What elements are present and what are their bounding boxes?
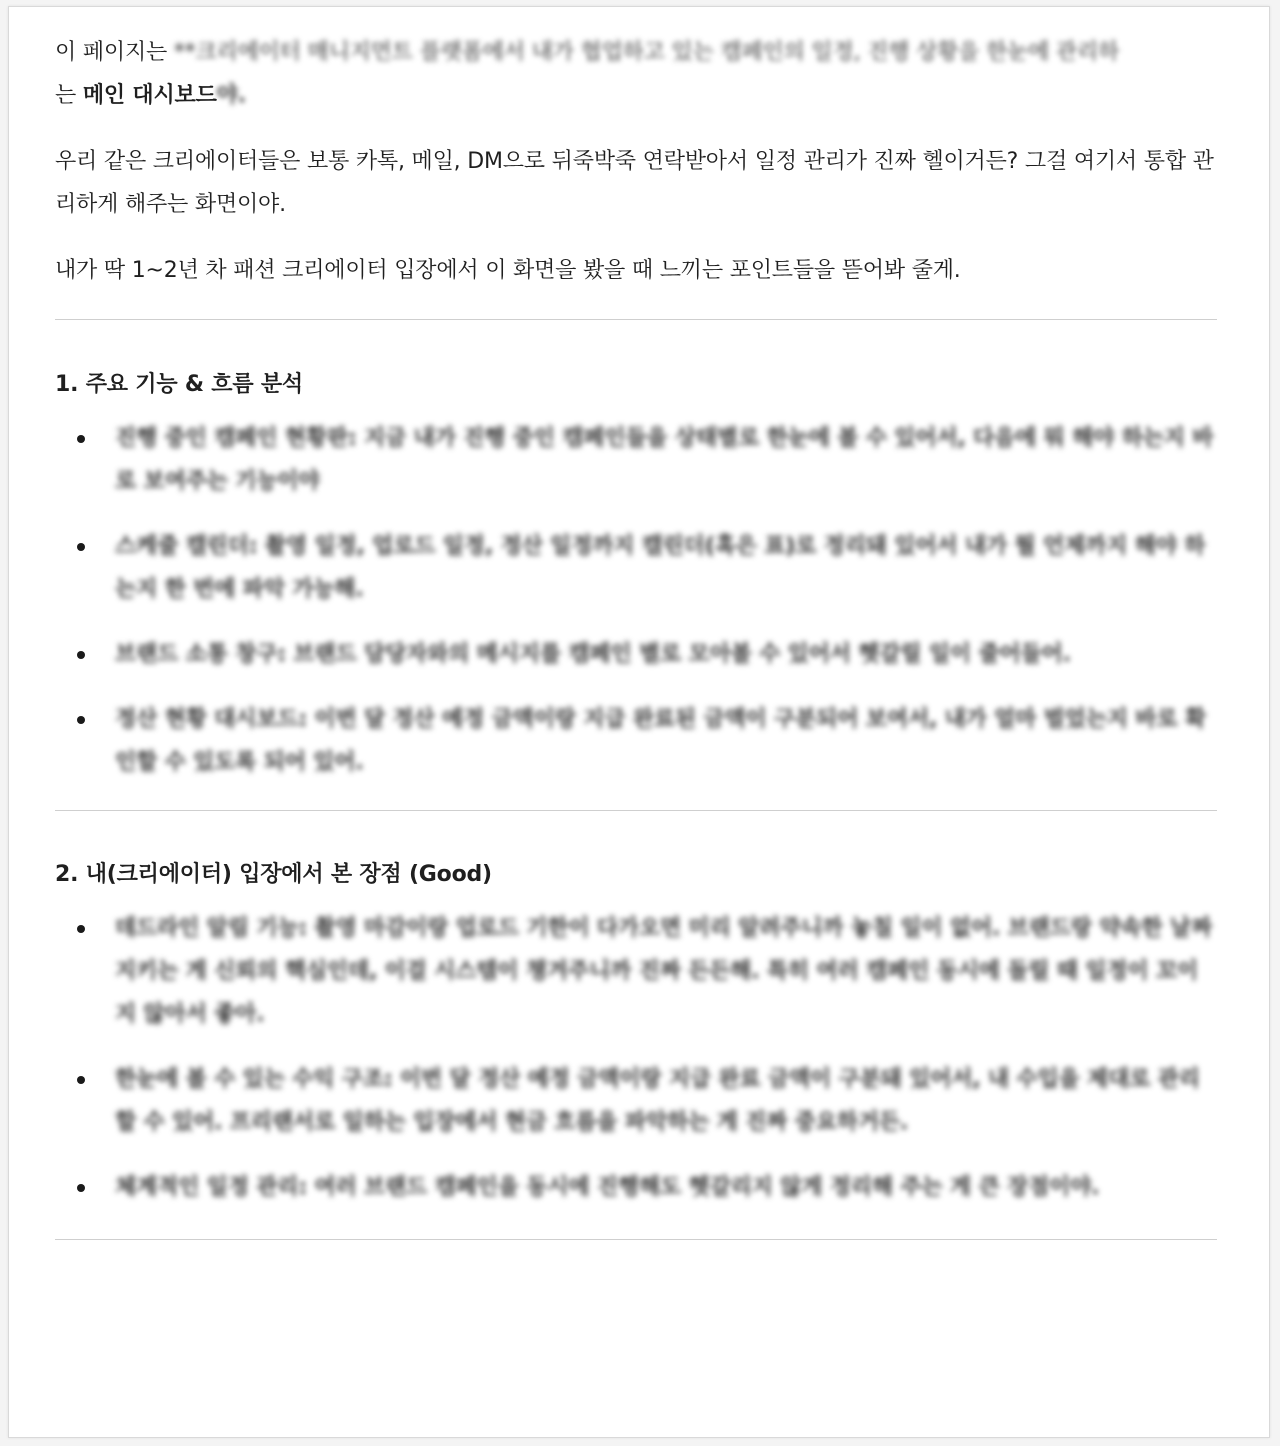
bullet-icon xyxy=(77,1076,85,1084)
list-item-text: 정산 현황 대시보드: 이번 달 정산 예정 금액이랑 지급 완료된 금액이 구분되어 보여서, 내가 얼마 벌었는지 바로 확인할 수 있도록 되어 있어. xyxy=(115,707,1206,775)
section-heading-features: 1. 주요 기능 & 흐름 분석 xyxy=(55,372,303,397)
list-item xyxy=(55,633,1217,676)
bullet-icon xyxy=(77,543,85,551)
intro-obscured-text: **크리에이터 매니지먼트 플랫폼에서 내가 협업하고 있는 캠페인의 일정, 진행 상황을 한눈에 관리 xyxy=(173,40,1099,65)
bullet-icon xyxy=(77,716,85,724)
intro-tail-pre: 하 xyxy=(1098,40,1120,65)
list-item xyxy=(55,525,1217,611)
list-item-text: 데드라인 알림 기능: 촬영 마감이랑 업로드 기한이 다가오면 미리 알려주니까 놓칠 일이 없어. 브랜드랑 약속한 날짜 지키는 게 신뢰의 핵심인데, 이걸 시스템이 챙겨주니까 진짜 든든해. 특히 여러 캠페인 동시에 돌릴 때 일정이 꼬이지 않아서 좋아. xyxy=(115,916,1213,1027)
section-divider xyxy=(55,319,1217,320)
intro-paragraph-1 xyxy=(55,31,1217,117)
intro-tail-mid: 는 xyxy=(55,83,83,108)
section-heading-good: 2. 내(크리에이터) 입장에서 본 장점 (Good) xyxy=(55,862,492,887)
list-item-text: 브랜드 소통 창구: 브랜드 담당자와의 메시지를 캠페인 별로 모아볼 수 있어서 헷갈릴 일이 줄어들어. xyxy=(115,642,1071,667)
list-item-text: 진행 중인 캠페인 현황판: 지금 내가 진행 중인 캠페인들을 상태별로 한눈에 볼 수 있어서, 다음에 뭐 해야 하는지 바로 보여주는 기능이야 xyxy=(115,426,1214,494)
section-divider xyxy=(55,810,1217,811)
features-list xyxy=(55,417,1217,784)
intro-paragraph-3: 내가 딱 1~2년 차 패션 크리에이터 입장에서 이 화면을 봤을 때 느끼는 포인트들을 뜯어봐 줄게. xyxy=(55,258,961,283)
intro-paragraph-2: 우리 같은 크리에이터들은 보통 카톡, 메일, DM으로 뒤죽박죽 연락받아서 일정 관리가 진짜 헬이거든? 그걸 여기서 통합 관리하게 해주는 화면이야. xyxy=(55,149,1214,217)
intro-end: 야. xyxy=(216,83,246,108)
bullet-icon xyxy=(77,651,85,659)
bullet-icon xyxy=(77,925,85,933)
list-item-text: 한눈에 볼 수 있는 수익 구조: 이번 달 정산 예정 금액이랑 지급 완료 금액이 구분돼 있어서, 내 수입을 제대로 관리할 수 있어. 프리랜서로 일하는 입장에서 현금 흐름을 파악하는 게 진짜 중요하거든. xyxy=(115,1067,1200,1135)
bullet-icon xyxy=(77,1184,85,1192)
section-divider xyxy=(55,1239,1217,1240)
list-item xyxy=(55,907,1217,1036)
document-frame xyxy=(8,6,1270,1438)
list-item xyxy=(55,1058,1217,1144)
list-item-text: 스케줄 캘린더: 촬영 일정, 업로드 일정, 정산 일정까지 캘린더(혹은 표)로 정리돼 있어서 내가 뭘 언제까지 해야 하는지 한 번에 파악 가능해. xyxy=(115,534,1206,602)
list-item xyxy=(55,698,1217,784)
bullet-icon xyxy=(77,435,85,443)
intro-lead: 이 페이지는 xyxy=(55,40,174,65)
good-points-list xyxy=(55,907,1217,1209)
list-item xyxy=(55,417,1217,503)
list-item xyxy=(55,1166,1217,1209)
document-content xyxy=(55,31,1217,1240)
list-item-text: 체계적인 일정 관리: 여러 브랜드 캠페인을 동시에 진행해도 헷갈리지 않게 정리해 주는 게 큰 장점이야. xyxy=(115,1175,1100,1200)
intro-bold-term: 메인 대시보드 xyxy=(82,83,217,108)
